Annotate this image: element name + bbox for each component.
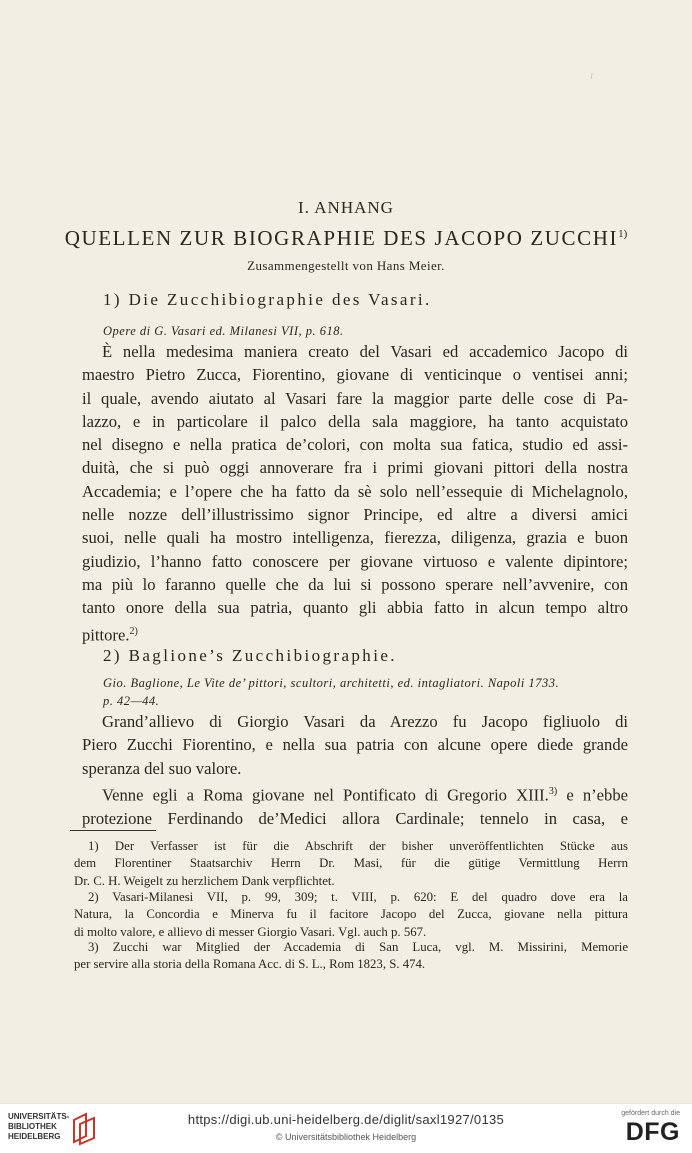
dfg-logo[interactable]: DFG [625, 1118, 680, 1146]
section-1-source: Opere di G. Vasari ed. Milanesi VII, p. 618. [103, 324, 344, 338]
section-2-text [82, 710, 628, 830]
funded-by-label: gefördert durch die [621, 1110, 680, 1117]
footnote-3 [74, 939, 628, 974]
text-fragment: e n’ebbe [557, 785, 628, 805]
footnote-ref: 3) [548, 785, 558, 797]
text-line: Piero Zucchi Fiorentino, e nella sua patria con alcune opere diede grande [82, 735, 628, 755]
text-fragment: pittore. [82, 625, 130, 645]
appendix-heading: I. ANHANG [298, 198, 394, 217]
text-line: duità, che si può oggi annoverare fra i primi giovani pittori della nostra [82, 458, 628, 478]
footnote-line: dem Florentiner Staatsarchiv Herrn Dr. Masi, für die gütige Vermittlung Herrn [74, 856, 628, 871]
viewer-footer [0, 1103, 692, 1153]
text-line: speranza del suo valore. [82, 758, 242, 778]
section-2-source [103, 674, 628, 710]
source-line: p. 42—44. [103, 694, 160, 708]
library-name-line: BIBLIOTHEK [8, 1122, 57, 1131]
text-line [82, 780, 628, 807]
text-line: Accademia; e l’opere che ha fatto da sè solo nell’essequie di Michelagnolo, [82, 481, 628, 501]
section-1-title: 1) Die Zucchibiographie des Vasari. [103, 290, 432, 309]
page-title [0, 226, 692, 251]
text-line [82, 620, 628, 647]
text-line: nel disegno e nella pratica de’colori, con molta sua fatica, studio ed assi- [82, 435, 628, 455]
library-name-line: HEIDELBERG [8, 1132, 61, 1141]
footnote-ref: 2) [129, 625, 138, 637]
library-name-line: UNIVERSITÄTS- [8, 1112, 70, 1121]
footnote-line: 2) Vasari-Milanesi VII, p. 99, 309; t. VIII, p. 620: E del quadro dove era la [88, 890, 628, 904]
footnote-divider [70, 830, 156, 831]
footnote-line: Dr. C. H. Weigelt zu herzlichem Dank verpflichtet. [74, 873, 335, 888]
title-footnote-ref: 1) [618, 228, 628, 240]
text-fragment: Venne egli a Roma giovane nel Pontificato di Gregorio XIII. [102, 785, 549, 805]
footnote-line: 3) Zucchi war Mitglied der Accademia di San Luca, vgl. M. Missirini, Memorie [88, 940, 628, 954]
text-line: È nella medesima maniera creato del Vasari ed accademico Jacopo di [102, 342, 628, 361]
text-line: ma più lo faranno quelle che da lui si possono sperare nell’avvenire, con [82, 574, 628, 594]
footnote-line: per servire alla storia della Romana Acc. di S. L., Rom 1823, S. 474. [74, 957, 426, 972]
text-line: nelle nozze dell’illustrissimo signor Principe, ed altre a diversi amici [82, 505, 628, 525]
section-2-title: 2) Baglione’s Zucchibiographie. [103, 646, 397, 665]
source-line: Gio. Baglione, Le Vite de’ pittori, scultori, architetti, ed. intagliatori. Napoli 1733. [103, 676, 560, 690]
bleed-through-mark: ı [590, 68, 594, 82]
text-line: protezione Ferdinando de’Medici allora Cardinale; tennelo in casa, e [82, 808, 628, 828]
text-line: lazzo, e in particolare il palco della sala maggiore, ha tanto acquistato [82, 411, 628, 431]
text-line: tanto onore della sua patria, quanto gli abbia fatto in alcun tempo altro [82, 598, 628, 618]
footnote-1 [74, 838, 628, 890]
copyright-notice: © Universitätsbibliothek Heidelberg [275, 1132, 417, 1142]
text-line: giudizio, l’hanno fatto conoscere per giovane virtuoso e valente dipintore; [82, 551, 628, 571]
footnote-line: di molto valore, e allievo di messer Giorgio Vasari. Vgl. auch p. 567. [74, 924, 427, 939]
permalink-url[interactable]: https://digi.ub.uni-heidelberg.de/diglit/saxl1927/0135 [187, 1112, 505, 1127]
footnote-2 [74, 889, 628, 941]
text-line: Grand’allievo di Giorgio Vasari da Arezzo fu Jacopo figliuolo di [102, 712, 628, 731]
text-line: suoi, nelle quali ha mostro intelligenza, fierezza, diligenza, grazia e buon [82, 528, 628, 548]
footnote-line: Natura, la Concordia e Minerva fu il facitore Jacopo del Zucca, giovane nella pittura [74, 907, 628, 922]
text-line: maestro Pietro Zucca, Fiorentino, giovane di venticinque o ventisei anni; [82, 365, 628, 385]
section-1-text [82, 340, 628, 646]
title-text: QUELLEN ZUR BIOGRAPHIE DES JACOPO ZUCCHI [64, 226, 619, 250]
footnote-line: 1) Der Verfasser ist für die Abschrift der bisher unveröffentlichten Stücke aus [88, 839, 628, 853]
compiled-by: Zusammengestellt von Hans Meier. [247, 258, 445, 273]
text-line: il quale, avendo aiutato al Vasari fare la maggior parte delle cose di Pa- [82, 388, 628, 408]
